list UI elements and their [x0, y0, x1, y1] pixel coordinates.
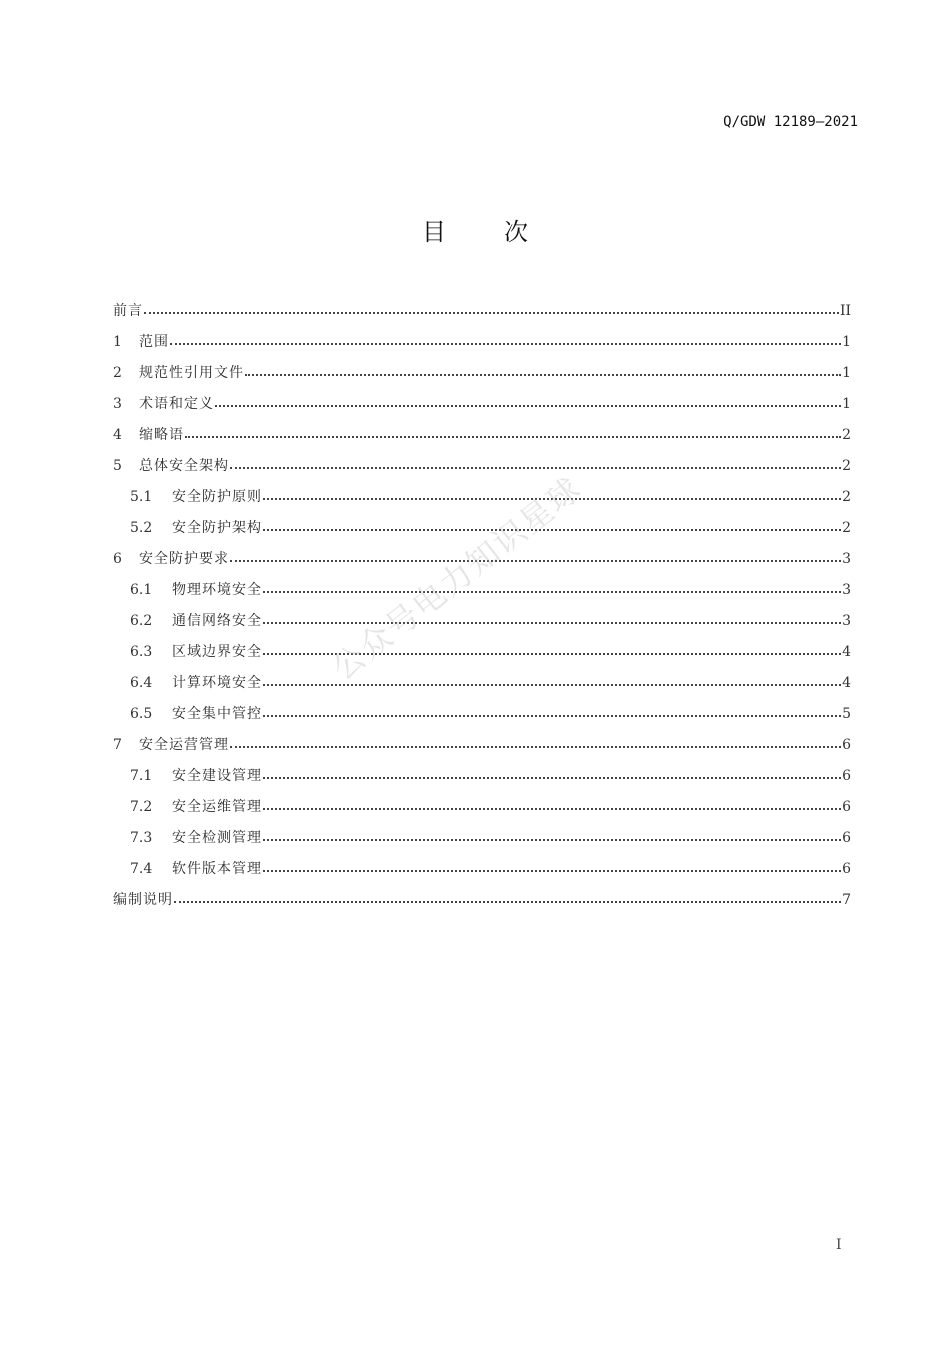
- toc-label: 通信网络安全: [172, 613, 262, 629]
- toc-page-number: 3: [842, 582, 851, 598]
- toc-number: 3: [113, 396, 122, 412]
- toc-label: 规范性引用文件: [139, 365, 244, 381]
- toc-entry-6-5[interactable]: [113, 703, 851, 734]
- toc-entry-6-4[interactable]: [113, 672, 851, 703]
- watermark: 公众号电力知识星球: [324, 469, 590, 688]
- toc-entry-foreword[interactable]: [113, 300, 851, 331]
- toc-label: 缩略语: [139, 427, 184, 443]
- toc-number: 7.2: [130, 799, 153, 815]
- toc-page-number: II: [839, 303, 851, 319]
- toc-page-number: 6: [842, 861, 851, 877]
- toc-label: 范围: [139, 334, 169, 350]
- toc-number: 5: [113, 458, 122, 474]
- dot-leader: [170, 343, 841, 345]
- toc-page-number: 5: [842, 706, 851, 722]
- toc-number: 7.4: [130, 861, 153, 877]
- title-char-2: 次: [504, 218, 528, 246]
- toc-entry-6-3[interactable]: [113, 641, 851, 672]
- toc-page-number: 4: [842, 675, 851, 691]
- toc-page-number: 1: [842, 365, 851, 381]
- toc-label: 安全防护原则: [172, 489, 262, 505]
- toc-entry-7-2[interactable]: [113, 796, 851, 827]
- toc-entry-5[interactable]: [113, 455, 851, 486]
- toc-entry-6[interactable]: [113, 548, 851, 579]
- toc-page-number: 4: [842, 644, 851, 660]
- toc-page-number: 6: [842, 737, 851, 753]
- toc-entry-6-1[interactable]: [113, 579, 851, 610]
- dot-leader: [174, 901, 841, 903]
- dot-leader: [263, 684, 841, 686]
- toc-page-number: 2: [842, 458, 851, 474]
- table-of-contents: [113, 300, 851, 920]
- toc-label: 计算环境安全: [172, 675, 262, 691]
- page-title: [0, 212, 950, 247]
- toc-label: 软件版本管理: [172, 861, 262, 877]
- toc-entry-4[interactable]: [113, 424, 851, 455]
- toc-entry-7-3[interactable]: [113, 827, 851, 858]
- dot-leader: [263, 591, 841, 593]
- toc-page-number: 2: [842, 427, 851, 443]
- toc-page-number: 7: [842, 892, 851, 908]
- toc-number: 5.1: [130, 489, 153, 505]
- dot-leader: [263, 839, 841, 841]
- toc-number: 6: [113, 551, 122, 567]
- toc-page-number: 2: [842, 489, 851, 505]
- toc-number: 1: [113, 334, 122, 350]
- toc-number: 7.3: [130, 830, 153, 846]
- toc-page-number: 1: [842, 334, 851, 350]
- dot-leader: [263, 498, 841, 500]
- toc-label: 安全运营管理: [139, 737, 229, 753]
- dot-leader: [245, 374, 841, 376]
- toc-entry-7[interactable]: [113, 734, 851, 765]
- dot-leader: [263, 715, 841, 717]
- toc-entry-5-2[interactable]: [113, 517, 851, 548]
- toc-label: 总体安全架构: [139, 458, 229, 474]
- toc-label: 安全集中管控: [172, 706, 262, 722]
- toc-number: 4: [113, 427, 122, 443]
- toc-label: 安全建设管理: [172, 768, 262, 784]
- toc-label: 安全防护要求: [139, 551, 229, 567]
- dot-leader: [144, 312, 839, 314]
- toc-label: 区域边界安全: [172, 644, 262, 660]
- dot-leader: [185, 436, 841, 438]
- toc-label: 安全运维管理: [172, 799, 262, 815]
- title-char-1: 目: [422, 218, 446, 246]
- toc-entry-7-1[interactable]: [113, 765, 851, 796]
- toc-number: 6.4: [130, 675, 153, 691]
- dot-leader: [230, 560, 841, 562]
- toc-label: 术语和定义: [139, 396, 214, 412]
- toc-entry-drafting-notes[interactable]: [113, 889, 851, 920]
- toc-number: 6.1: [130, 582, 153, 598]
- dot-leader: [263, 870, 841, 872]
- dot-leader: [263, 653, 841, 655]
- document-code: Q/GDW 12189—2021: [723, 114, 858, 130]
- toc-entry-1[interactable]: [113, 331, 851, 362]
- toc-page-number: 3: [842, 613, 851, 629]
- toc-label: 安全检测管理: [172, 830, 262, 846]
- toc-page-number: 6: [842, 768, 851, 784]
- toc-label: 物理环境安全: [172, 582, 262, 598]
- toc-page-number: 6: [842, 799, 851, 815]
- toc-label: 前言: [113, 303, 143, 319]
- toc-number: 7.1: [130, 768, 153, 784]
- toc-entry-3[interactable]: [113, 393, 851, 424]
- toc-number: 2: [113, 365, 122, 381]
- toc-number: 5.2: [130, 520, 153, 536]
- toc-entry-7-4[interactable]: [113, 858, 851, 889]
- toc-number: 6.3: [130, 644, 153, 660]
- dot-leader: [263, 808, 841, 810]
- dot-leader: [230, 467, 841, 469]
- footer-page-number: I: [836, 1237, 842, 1253]
- toc-entry-5-1[interactable]: [113, 486, 851, 517]
- toc-page-number: 1: [842, 396, 851, 412]
- dot-leader: [263, 622, 841, 624]
- dot-leader: [230, 746, 841, 748]
- dot-leader: [263, 529, 841, 531]
- toc-number: 6.2: [130, 613, 153, 629]
- toc-label: 安全防护架构: [172, 520, 262, 536]
- toc-number: 6.5: [130, 706, 153, 722]
- toc-label: 编制说明: [113, 892, 173, 908]
- toc-entry-2[interactable]: [113, 362, 851, 393]
- toc-page-number: 3: [842, 551, 851, 567]
- toc-page-number: 2: [842, 520, 851, 536]
- toc-page-number: 6: [842, 830, 851, 846]
- toc-number: 7: [113, 737, 122, 753]
- dot-leader: [215, 405, 841, 407]
- dot-leader: [263, 777, 841, 779]
- toc-entry-6-2[interactable]: [113, 610, 851, 641]
